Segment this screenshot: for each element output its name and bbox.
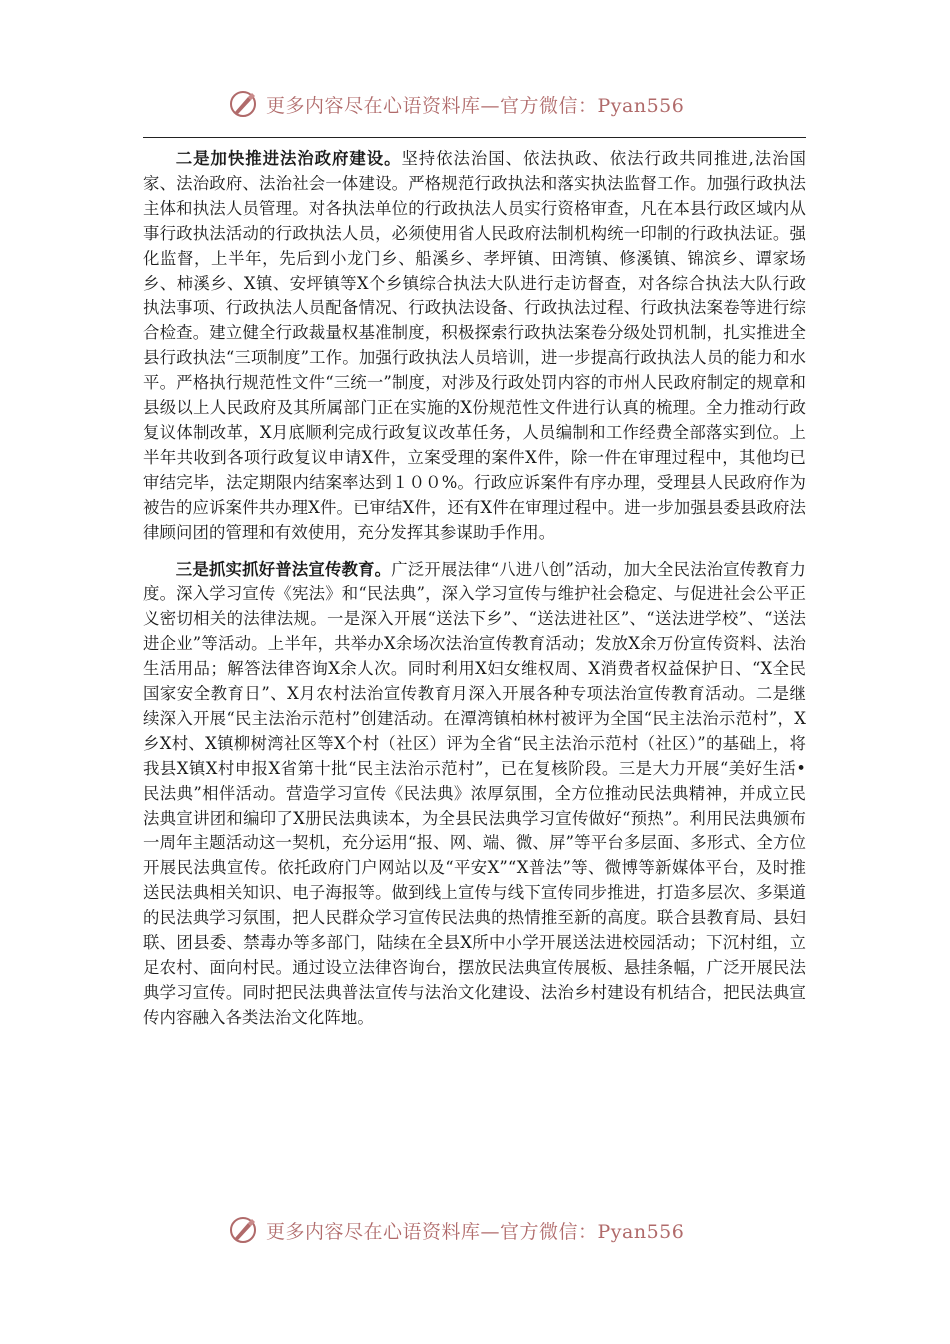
paragraph-text: 广泛开展法律“八进八创”活动，加大全民法治宣传教育力度。深入学习宣传《宪法》和“民法典”，深入学习宣传与维护社会稳定、与促进社会公平正义密切相关的法律法规。一是深入开展“送法下乡”、“送法进社区”、“送法进学校”、“送法进企业”等活动。上半年，共举办X余场次法治宣传教育活动；发放X余万份宣传资料、法治生活用品；解答法律咨询X余人次。同时利用X妇女维权周、X消费者权益保护日、“X全民国家安全教育日”、X月农村法治宣传教育月深入开展各种专项法治宣传教育活动。二是继续深入开展“民主法治示范村”创建活动。在潭湾镇柏林村被评为全国“民主法治示范村”，X乡X村、X镇柳树湾社区等X个村（社区）评为全省“民主法治示范村（社区）”的基础上，将我县X镇X村申报X省第十批“民主法治示范村”，已在复核阶段。三是大力开展“美好生活•民法典”相伴活动。营造学习宣传《民法典》浓厚氛围，全方位推动民法典精神，并成立民法典宣讲团和编印了X册民法典读本，为全县民法典学习宣传做好“预热”。利用民法典颁布一周年主题活动这一契机，充分运用“报、网、端、微、屏”等平台多层面、多形式、全方位开展民法典宣传。依托政府门户网站以及“平安X”“X普法”等、微博等新媒体平台，及时推送民法典相关知识、电子海报等。做到线上宣传与线下宣传同步推进，打造多层次、多渠道的民法典学习氛围，把人民群众学习宣传民法典的热情推至新的高度。联合县教育局、县妇联、团县委、禁毒办等多部门，陆续在全县X所中小学开展送法进校园活动；下沉村组，立足农村、面向村民。通过设立法律咨询台，摆放民法典宣传展板、悬挂条幅，广泛开展民法典学习宣传。同时把民法典普法宣传与法治文化建设、法治乡村建设有机结合，把民法典宣传内容融入各类法治文化阵地。 [143,559,806,1027]
footer-watermark [228,1210,684,1250]
header-watermark [228,84,684,124]
document-body [143,147,806,1043]
watermark-text: 更多内容尽在心语资料库—官方微信：Pyan556 [266,94,685,117]
header-divider [143,137,806,138]
pen-seal-icon [228,89,258,119]
paragraph-legal-education [143,558,806,1031]
paragraph-text: 坚持依法治国、依法执政、依法行政共同推进,法治国家、法治政府、法治社会一体建设。严格规范行政执法和落实执法监督工作。加强行政执法主体和执法人员管理。对各执法单位的行政执法人员实行资格审查，凡在本县行政区域内从事行政执法活动的行政执法人员，必须使用省人民政府法制机构统一印制的行政执法证。强化监督，上半年，先后到小龙门乡、船溪乡、孝坪镇、田湾镇、修溪镇、锦滨乡、谭家场乡、柿溪乡、X镇、安坪镇等X个乡镇综合执法大队进行走访督查，对各综合执法大队行政执法事项、行政执法人员配备情况、行政执法设备、行政执法过程、行政执法案卷等进行综合检查。建立健全行政裁量权基准制度，积极探索行政执法案卷分级处罚机制，扎实推进全县行政执法“三项制度”工作。加强行政执法人员培训，进一步提高行政执法人员的能力和水平。严格执行规范性文件“三统一”制度，对涉及行政处罚内容的市州人民政府制定的规章和县级以上人民政府及其所属部门正在实施的X份规范性文件进行认真的梳理。全力推动行政复议体制改革，X月底顺利完成行政复议改革任务，人员编制和工作经费全部落实到位。上半年共收到各项行政复议申请X件，立案受理的案件X件，除一件在审理过程中，其他均已审结完毕，法定期限内结案率达到１００%。行政应诉案件有序办理，受理县人民政府作为被告的应诉案件共办理X件。已审结X件，还有X件在审理过程中。进一步加强县委县政府法律顾问团的管理和有效使用，充分发挥其参谋助手作用。 [143,149,806,542]
paragraph-heading: 三是抓实抓好普法宣传教育。 [175,559,392,579]
paragraph-heading: 二是加快推进法治政府建设。 [175,149,402,168]
paragraph-law-government [143,147,806,546]
pen-seal-icon [228,1215,258,1245]
watermark-text: 更多内容尽在心语资料库—官方微信：Pyan556 [266,1220,685,1243]
